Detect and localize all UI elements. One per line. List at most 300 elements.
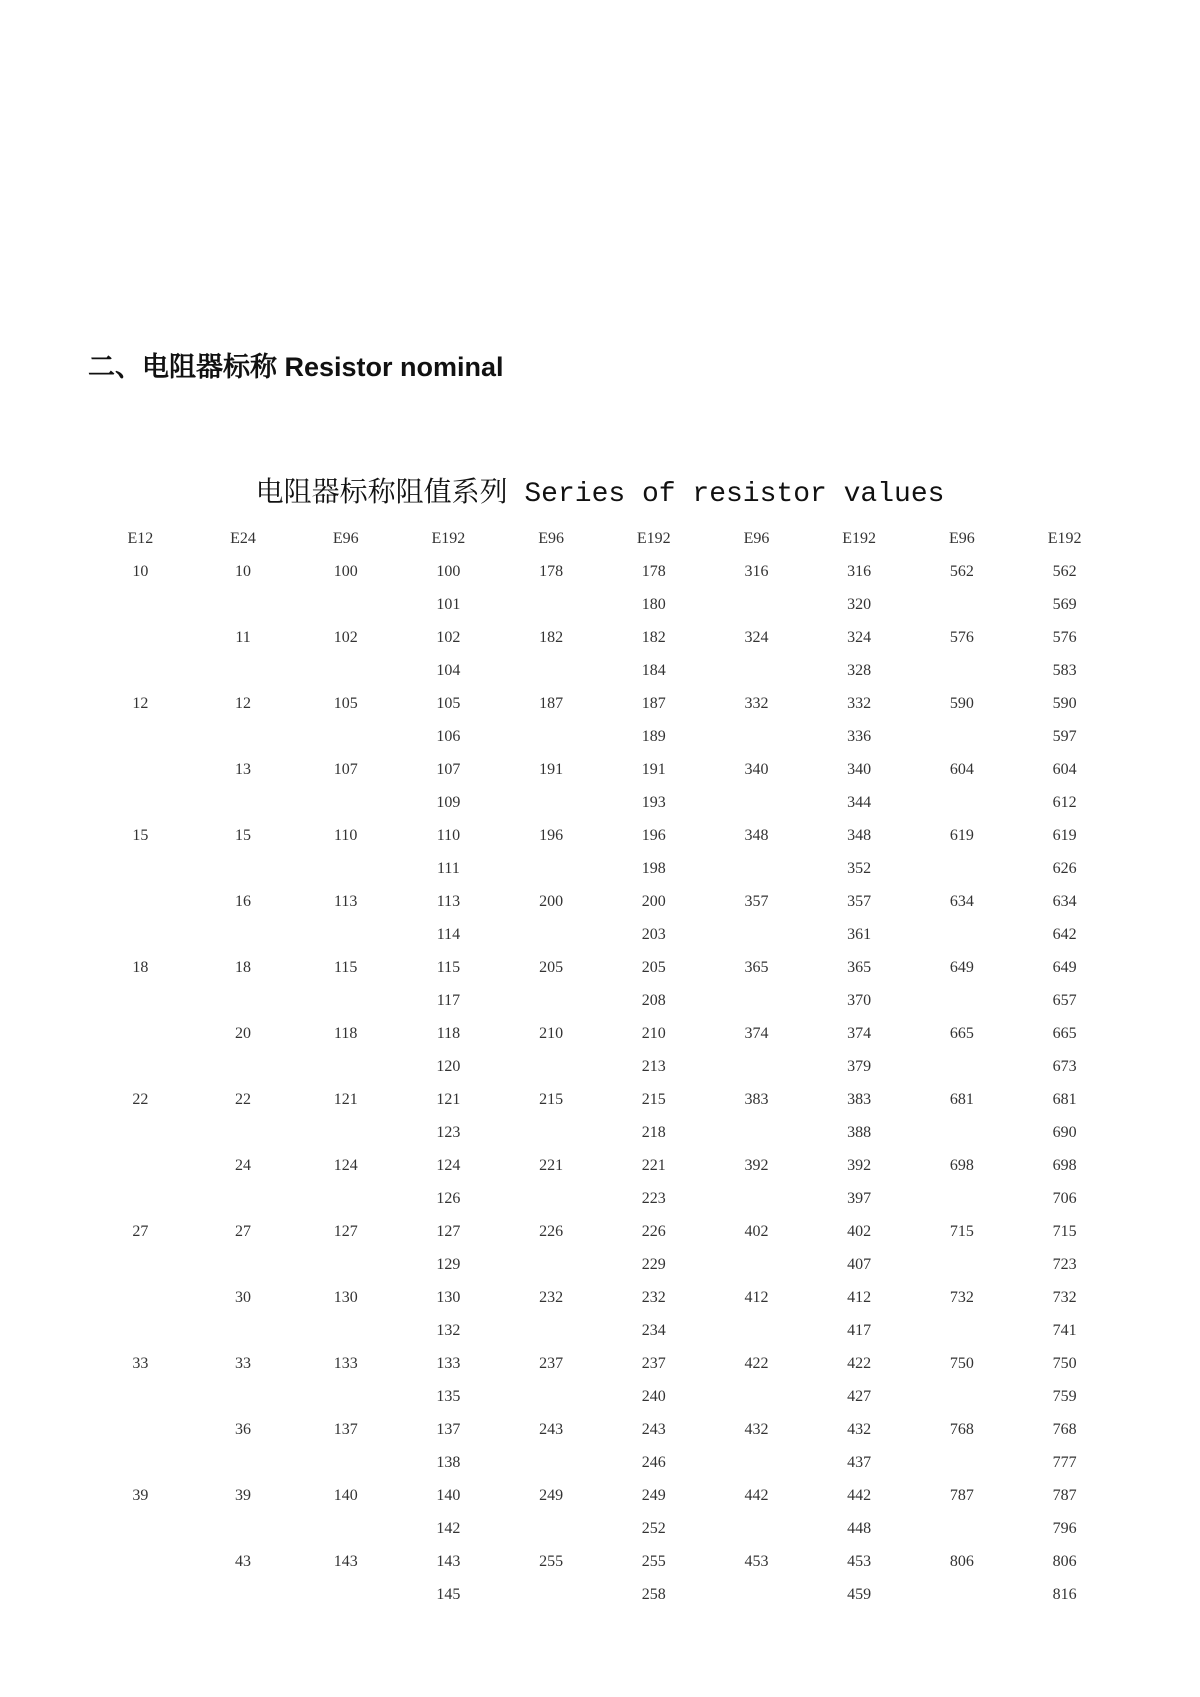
table-cell: [294, 654, 397, 687]
table-cell: 229: [641, 1255, 666, 1273]
table-cell: 759: [1052, 1387, 1077, 1405]
table-cell: 208: [641, 991, 666, 1009]
table-cell: [911, 720, 1014, 753]
table-cell: 16: [235, 892, 252, 910]
table-cell: 182: [539, 628, 564, 646]
table-cell: [192, 1380, 295, 1413]
table-cell: 698: [1052, 1156, 1077, 1174]
table-cell: [192, 1182, 295, 1215]
table-cell: [705, 1512, 808, 1545]
table-row: [89, 1545, 1116, 1578]
table-cell: [294, 852, 397, 885]
table-cell: [911, 984, 1014, 1017]
table-cell: [294, 720, 397, 753]
table-cell: 741: [1052, 1321, 1077, 1339]
table-cell: 30: [235, 1288, 252, 1306]
table-row: [89, 1083, 1116, 1116]
table-cell: [705, 1314, 808, 1347]
column-header: E192: [636, 529, 671, 547]
table-cell: [89, 1248, 192, 1281]
table-cell: 392: [847, 1156, 872, 1174]
table-cell: [500, 1182, 603, 1215]
table-cell: 223: [641, 1189, 666, 1207]
table-cell: 432: [744, 1420, 769, 1438]
table-header-row: [89, 522, 1116, 555]
table-cell: 634: [1052, 892, 1077, 910]
table-cell: 619: [949, 826, 974, 844]
table-cell: [500, 1380, 603, 1413]
table-cell: 13: [235, 760, 252, 778]
table-cell: 750: [949, 1354, 974, 1372]
table-cell: [294, 1446, 397, 1479]
table-cell: 562: [949, 562, 974, 580]
table-cell: [89, 1182, 192, 1215]
table-cell: 590: [1052, 694, 1077, 712]
table-cell: 109: [436, 793, 461, 811]
table-cell: 768: [1052, 1420, 1077, 1438]
table-cell: [294, 1578, 397, 1611]
table-cell: 140: [436, 1486, 461, 1504]
table-cell: [705, 1380, 808, 1413]
table-cell: 634: [949, 892, 974, 910]
table-cell: 597: [1052, 727, 1077, 745]
table-cell: 240: [641, 1387, 666, 1405]
table-cell: 392: [744, 1156, 769, 1174]
table-cell: 27: [132, 1222, 149, 1240]
table-cell: 357: [744, 892, 769, 910]
table-cell: 121: [436, 1090, 461, 1108]
table-cell: 213: [641, 1057, 666, 1075]
table-cell: 453: [847, 1552, 872, 1570]
table-cell: [192, 852, 295, 885]
table-cell: [89, 852, 192, 885]
table-cell: 196: [641, 826, 666, 844]
table-cell: 383: [847, 1090, 872, 1108]
table-cell: 402: [744, 1222, 769, 1240]
table-cell: 612: [1052, 793, 1077, 811]
table-row: [89, 1248, 1116, 1281]
table-cell: [89, 786, 192, 819]
table-cell: 113: [334, 892, 358, 910]
column-header: E192: [1047, 529, 1082, 547]
table-cell: 590: [949, 694, 974, 712]
table-cell: [192, 588, 295, 621]
table-cell: 412: [744, 1288, 769, 1306]
table-row: [89, 1446, 1116, 1479]
table-cell: 130: [436, 1288, 461, 1306]
table-cell: [500, 1116, 603, 1149]
table-cell: [192, 1116, 295, 1149]
table-cell: 115: [436, 958, 461, 976]
table-cell: [705, 720, 808, 753]
table-cell: 715: [949, 1222, 974, 1240]
table-row: [89, 1578, 1116, 1611]
table-cell: 453: [744, 1552, 769, 1570]
table-cell: [500, 786, 603, 819]
table-cell: 665: [949, 1024, 974, 1042]
table-cell: 120: [436, 1057, 461, 1075]
table-cell: 15: [235, 826, 252, 844]
table-cell: 20: [235, 1024, 252, 1042]
table-cell: [705, 654, 808, 687]
table-cell: 12: [235, 694, 252, 712]
table-cell: [911, 1446, 1014, 1479]
table-cell: [911, 1512, 1014, 1545]
table-cell: 379: [847, 1057, 872, 1075]
table-cell: 448: [847, 1519, 872, 1537]
table-cell: [294, 786, 397, 819]
table-cell: 402: [847, 1222, 872, 1240]
table-cell: 111: [437, 859, 460, 877]
table-cell: [911, 1314, 1014, 1347]
table-cell: 569: [1052, 595, 1077, 613]
table-cell: 110: [436, 826, 461, 844]
table-cell: 101: [436, 595, 461, 613]
table-cell: 316: [744, 562, 769, 580]
table-cell: 324: [847, 628, 872, 646]
table-row: [89, 1017, 1116, 1050]
table-cell: 732: [1052, 1288, 1077, 1306]
table-cell: 232: [539, 1288, 564, 1306]
table-cell: [294, 984, 397, 1017]
table-cell: 336: [847, 727, 872, 745]
table-cell: 777: [1052, 1453, 1077, 1471]
table-cell: 22: [132, 1090, 149, 1108]
table-cell: [294, 1248, 397, 1281]
table-cell: 226: [641, 1222, 666, 1240]
table-cell: 442: [744, 1486, 769, 1504]
table-cell: [705, 588, 808, 621]
resistor-values-table: [89, 522, 1116, 1611]
table-row: [89, 984, 1116, 1017]
table-cell: 365: [847, 958, 872, 976]
table-cell: 576: [1052, 628, 1077, 646]
table-cell: 407: [847, 1255, 872, 1273]
table-cell: 246: [641, 1453, 666, 1471]
table-cell: [294, 1116, 397, 1149]
table-row: [89, 1149, 1116, 1182]
table-cell: [500, 1314, 603, 1347]
table-row: [89, 885, 1116, 918]
table-cell: 12: [132, 694, 149, 712]
table-cell: 203: [641, 925, 666, 943]
table-cell: 432: [847, 1420, 872, 1438]
table-row: [89, 1116, 1116, 1149]
table-cell: 332: [744, 694, 769, 712]
table-cell: 36: [235, 1420, 252, 1438]
table-cell: [89, 1281, 192, 1314]
table-cell: 191: [539, 760, 564, 778]
table-cell: 198: [641, 859, 666, 877]
table-cell: [89, 1512, 192, 1545]
table-cell: 135: [436, 1387, 461, 1405]
table-cell: [911, 1578, 1014, 1611]
table-cell: [192, 654, 295, 687]
table-row: [89, 654, 1116, 687]
table-cell: [89, 1050, 192, 1083]
column-header: E192: [431, 529, 466, 547]
table-cell: [500, 1446, 603, 1479]
table-cell: 383: [744, 1090, 769, 1108]
table-cell: 118: [436, 1024, 461, 1042]
table-cell: [500, 588, 603, 621]
table-cell: 133: [436, 1354, 461, 1372]
table-row: [89, 720, 1116, 753]
table-cell: 665: [1052, 1024, 1077, 1042]
table-cell: 22: [235, 1090, 252, 1108]
table-cell: [911, 786, 1014, 819]
table-cell: 316: [847, 562, 872, 580]
table-cell: 210: [539, 1024, 564, 1042]
section-heading: 二、电阻器标称 Resistor nominal: [88, 352, 504, 382]
table-cell: [89, 621, 192, 654]
table-cell: [192, 1578, 295, 1611]
table-cell: 324: [744, 628, 769, 646]
table-cell: 412: [847, 1288, 872, 1306]
table-cell: 180: [641, 595, 666, 613]
table-cell: 437: [847, 1453, 872, 1471]
table-cell: 118: [334, 1024, 358, 1042]
table-cell: [89, 753, 192, 786]
table-row: [89, 1281, 1116, 1314]
table-cell: 127: [436, 1222, 461, 1240]
table-cell: 129: [436, 1255, 461, 1273]
table-cell: [89, 1314, 192, 1347]
table-cell: [89, 1413, 192, 1446]
table-cell: [192, 1512, 295, 1545]
table-cell: 33: [132, 1354, 149, 1372]
table-cell: 649: [1052, 958, 1077, 976]
table-cell: [89, 1149, 192, 1182]
table-cell: 583: [1052, 661, 1077, 679]
table-cell: [705, 1050, 808, 1083]
table-row: [89, 1479, 1116, 1512]
table-cell: [294, 918, 397, 951]
table-row: [89, 1512, 1116, 1545]
table-cell: 681: [1052, 1090, 1077, 1108]
table-cell: 113: [436, 892, 461, 910]
table-cell: [294, 1380, 397, 1413]
table-row: [89, 555, 1116, 588]
table-cell: [500, 720, 603, 753]
table-cell: [705, 852, 808, 885]
table-cell: 332: [847, 694, 872, 712]
table-cell: 205: [641, 958, 666, 976]
table-cell: 816: [1052, 1585, 1077, 1603]
table-cell: [192, 1446, 295, 1479]
table-cell: 145: [436, 1585, 461, 1603]
table-cell: 673: [1052, 1057, 1077, 1075]
table-cell: [705, 786, 808, 819]
table-cell: 18: [235, 958, 252, 976]
table-cell: 137: [333, 1420, 358, 1438]
table-body: [89, 555, 1116, 1611]
table-cell: 43: [235, 1552, 252, 1570]
table-cell: 234: [641, 1321, 666, 1339]
table-cell: 649: [949, 958, 974, 976]
table-cell: [705, 1248, 808, 1281]
table-cell: 124: [436, 1156, 461, 1174]
table-cell: [192, 786, 295, 819]
table-cell: [911, 918, 1014, 951]
table-cell: 374: [744, 1024, 769, 1042]
table-cell: 178: [539, 562, 564, 580]
table-cell: 562: [1052, 562, 1077, 580]
column-header: E96: [538, 529, 564, 547]
table-cell: [89, 885, 192, 918]
table-cell: 215: [641, 1090, 666, 1108]
table-cell: 340: [744, 760, 769, 778]
column-header: E12: [127, 529, 154, 547]
table-cell: 328: [847, 661, 872, 679]
table-cell: 576: [949, 628, 974, 646]
column-header: E24: [230, 529, 256, 547]
column-header: E96: [948, 529, 975, 547]
table-row: [89, 753, 1116, 786]
table-cell: [705, 1578, 808, 1611]
table-row: [89, 852, 1116, 885]
table-cell: 184: [641, 661, 666, 679]
column-header: E96: [332, 529, 359, 547]
table-cell: [911, 588, 1014, 621]
table-cell: 255: [641, 1552, 666, 1570]
table-cell: 138: [436, 1453, 461, 1471]
table-cell: 10: [132, 562, 149, 580]
table-cell: 787: [1052, 1486, 1077, 1504]
table-cell: [89, 654, 192, 687]
table-cell: 115: [334, 958, 358, 976]
table-cell: 723: [1052, 1255, 1077, 1273]
table-cell: [192, 1050, 295, 1083]
table-cell: [500, 1248, 603, 1281]
table-cell: 107: [436, 760, 461, 778]
table-cell: 249: [641, 1486, 666, 1504]
table-cell: [911, 1380, 1014, 1413]
table-cell: 732: [949, 1288, 974, 1306]
table-cell: 15: [132, 826, 149, 844]
table-cell: 249: [539, 1486, 564, 1504]
table-cell: 24: [235, 1156, 252, 1174]
table-cell: 142: [436, 1519, 461, 1537]
table-cell: 143: [436, 1552, 461, 1570]
table-row: [89, 1182, 1116, 1215]
table-row: [89, 1314, 1116, 1347]
table-cell: [500, 918, 603, 951]
table-cell: 100: [333, 562, 358, 580]
table-cell: 114: [436, 925, 461, 943]
table-cell: [294, 1314, 397, 1347]
table-cell: 200: [641, 892, 666, 910]
table-cell: 39: [235, 1486, 252, 1504]
table-cell: [911, 1116, 1014, 1149]
table-cell: 182: [641, 628, 666, 646]
table-cell: [500, 984, 603, 1017]
table-cell: 187: [539, 694, 564, 712]
table-row: [89, 786, 1116, 819]
table-cell: 130: [333, 1288, 358, 1306]
table-row: [89, 1215, 1116, 1248]
table-cell: 357: [847, 892, 872, 910]
table-cell: [89, 720, 192, 753]
table-cell: [294, 1182, 397, 1215]
table-cell: 39: [132, 1486, 149, 1504]
table-cell: [89, 1380, 192, 1413]
table-cell: 100: [436, 562, 461, 580]
table-cell: 417: [847, 1321, 872, 1339]
table-cell: [294, 1050, 397, 1083]
table-cell: 252: [641, 1519, 666, 1537]
table-cell: [89, 1578, 192, 1611]
table-cell: 215: [539, 1090, 564, 1108]
table-cell: [500, 654, 603, 687]
table-cell: [89, 984, 192, 1017]
table-cell: [89, 1116, 192, 1149]
table-cell: 698: [949, 1156, 974, 1174]
table-cell: 690: [1052, 1123, 1077, 1141]
table-cell: 370: [847, 991, 872, 1009]
table-cell: 105: [333, 694, 358, 712]
table-cell: 750: [1052, 1354, 1077, 1372]
table-cell: [192, 918, 295, 951]
table-cell: 619: [1052, 826, 1077, 844]
table-cell: 243: [641, 1420, 666, 1438]
table-cell: 374: [847, 1024, 872, 1042]
table-cell: [89, 1017, 192, 1050]
table-cell: [705, 984, 808, 1017]
table-cell: 104: [436, 661, 461, 679]
table-cell: [89, 1545, 192, 1578]
table-cell: 140: [333, 1486, 358, 1504]
table-cell: [705, 1182, 808, 1215]
table-cell: 102: [436, 628, 461, 646]
table-row: [89, 951, 1116, 984]
column-header: E96: [743, 529, 770, 547]
table-cell: 110: [334, 826, 358, 844]
table-cell: 427: [847, 1387, 872, 1405]
table-row: [89, 588, 1116, 621]
table-cell: 124: [333, 1156, 358, 1174]
table-cell: 340: [847, 760, 872, 778]
table-cell: 604: [949, 760, 974, 778]
table-row: [89, 1413, 1116, 1446]
table-cell: 133: [333, 1354, 358, 1372]
table-cell: 348: [744, 826, 769, 844]
table-row: [89, 1347, 1116, 1380]
table-row: [89, 819, 1116, 852]
table-cell: [192, 720, 295, 753]
table-cell: 806: [1052, 1552, 1077, 1570]
table-cell: 187: [641, 694, 666, 712]
table-cell: 232: [641, 1288, 666, 1306]
table-cell: 210: [641, 1024, 666, 1042]
table-cell: 344: [847, 793, 872, 811]
table-cell: 121: [333, 1090, 358, 1108]
column-header: E192: [842, 529, 877, 547]
table-cell: 796: [1052, 1519, 1077, 1537]
table-cell: 132: [436, 1321, 461, 1339]
table-cell: 715: [1052, 1222, 1077, 1240]
table-cell: 126: [436, 1189, 461, 1207]
table-cell: 626: [1052, 859, 1077, 877]
table-cell: [911, 1182, 1014, 1215]
table-cell: [705, 1446, 808, 1479]
table-cell: 218: [641, 1123, 666, 1141]
table-cell: 255: [539, 1552, 564, 1570]
table-cell: 189: [641, 727, 666, 745]
table-cell: 237: [641, 1354, 666, 1372]
table-title: 电阻器标称阻值系列 Series of resistor values: [255, 479, 945, 510]
table-cell: 365: [744, 958, 769, 976]
